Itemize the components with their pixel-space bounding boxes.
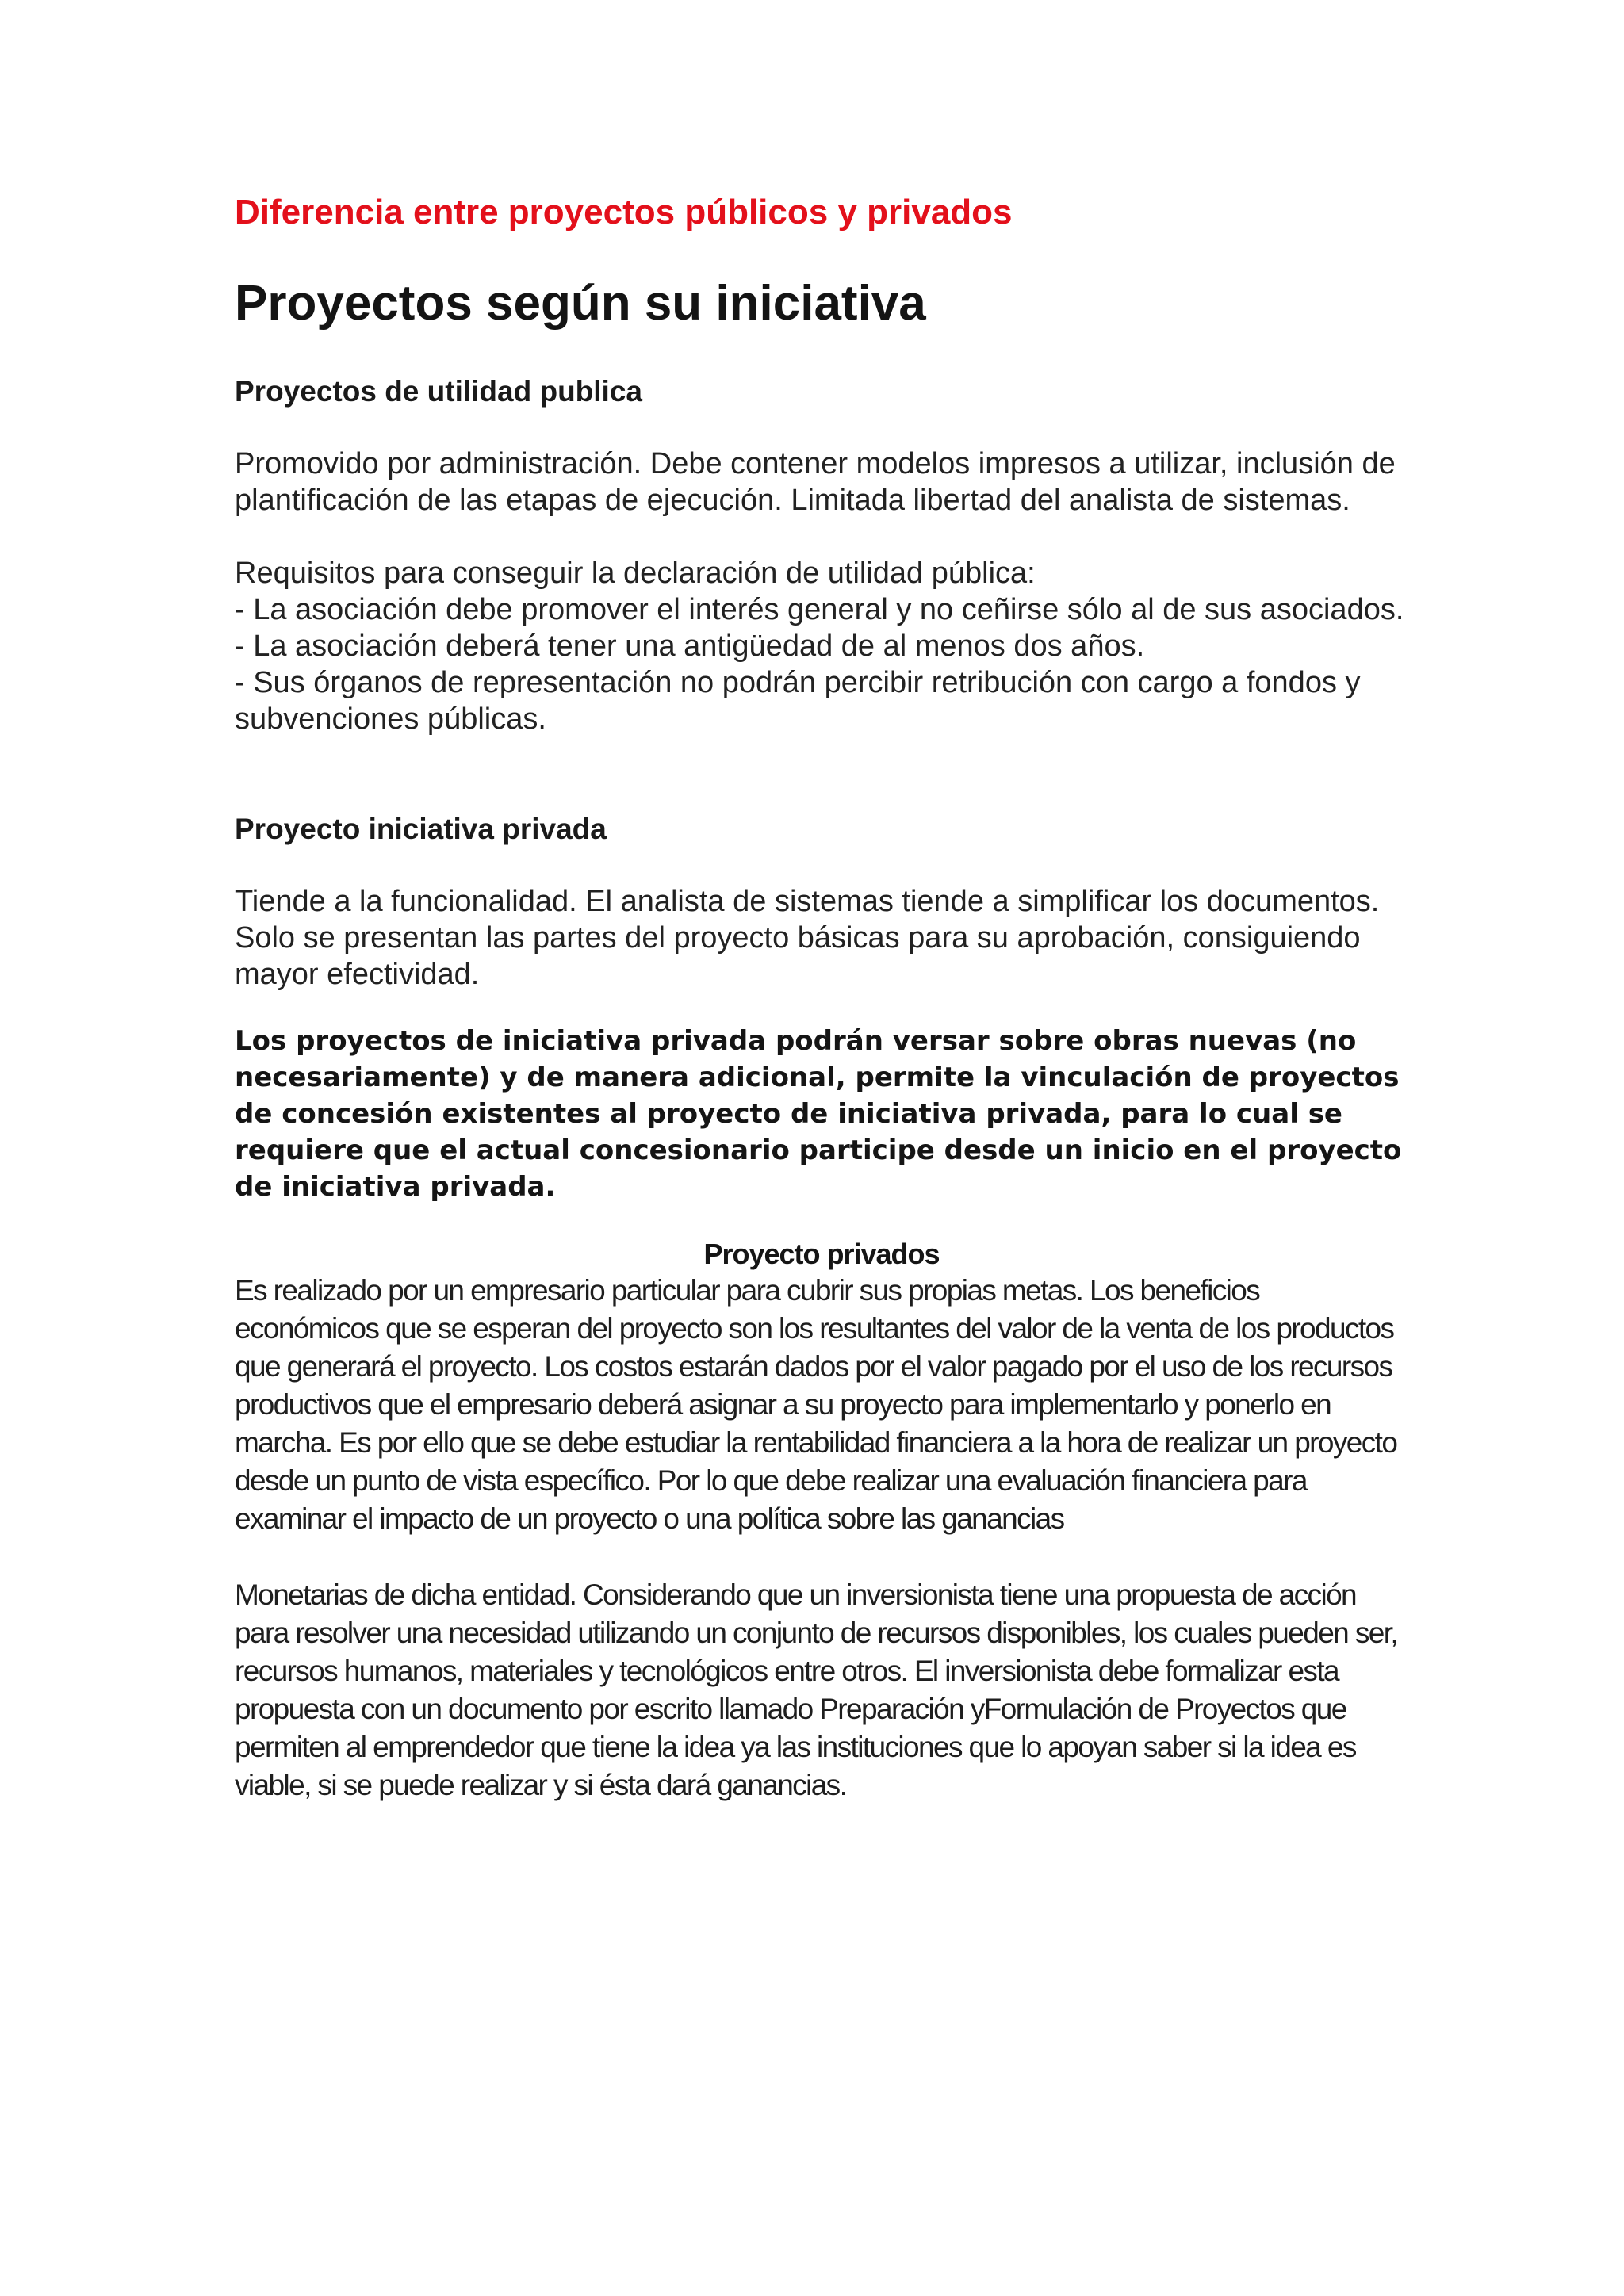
document-page — [235, 190, 1408, 1804]
paragraph-iniciativa-privada-bold: Los proyectos de iniciativa privada podrán versar sobre obras nuevas (no necesariamente) y de manera adicional, permite la vinculación de proyectos de concesión existentes al proyecto de iniciativa privada, para lo cual se requiere que el actual concesionario participe desde un inicio en el proyecto de iniciativa privada. — [235, 1025, 1402, 1203]
requirement-item: - La asociación debe promover el interés general y no ceñirse sólo al de sus asociados. — [235, 593, 1404, 626]
paragraph-utilidad-publica: Promovido por administración. Debe contener modelos impresos a utilizar, inclusión de plantificación de las etapas de ejecución. Limitada libertad del analista de sistemas. — [235, 447, 1396, 517]
paragraph-monetarias: Monetarias de dicha entidad. Considerando que un inversionista tiene una propuesta de acción para resolver una necesidad utilizando un conjunto de recursos disponibles, los cuales pueden ser, recursos humanos, materiales y tecnológicos entre otros. El inversionista debe formalizar esta propuesta con un documento por escrito llamado Preparación yFormulación de Proyectos que permiten al emprendedor que tiene la idea ya las instituciones que lo apoyan saber si la idea es viable, si se puede realizar y si ésta dará ganancias. — [235, 1578, 1398, 1801]
requirement-item: - La asociación deberá tener una antigüedad de al menos dos años. — [235, 629, 1145, 663]
requirement-item: - Sus órganos de representación no podrán percibir retribución con cargo a fondos y subvenciones públicas. — [235, 666, 1361, 736]
paragraph-iniciativa-privada: Tiende a la funcionalidad. El analista de sistemas tiende a simplificar los documentos. Solo se presentan las partes del proyecto básicas para su aprobación, consiguiendo mayor efectividad. — [235, 885, 1380, 991]
section-heading-iniciativa-privada: Proyecto iniciativa privada — [235, 813, 607, 845]
requirements-block — [235, 555, 1408, 737]
main-heading: Proyectos según su iniciativa — [235, 276, 926, 331]
section-heading-utilidad-publica: Proyectos de utilidad publica — [235, 375, 642, 408]
document-title: Diferencia entre proyectos públicos y privados — [235, 193, 1013, 232]
paragraph-proyecto-privados: Es realizado por un empresario particular para cubrir sus propias metas. Los beneficios económicos que se esperan del proyecto son los resultantes del valor de la venta de los productos que generará el proyecto. Los costos estarán dados por el valor pagado por el uso de los recursos productivos que el empresario deberá asignar a su proyecto para implementarlo y ponerlo en marcha. Es por ello que se debe estudiar la rentabilidad financiera a la hora de realizar un proyecto desde un punto de vista específico. Por lo que debe realizar una evaluación financiera para examinar el impacto de un proyecto o una política sobre las ganancias — [235, 1274, 1397, 1535]
section-heading-proyecto-privados: Proyecto privados — [703, 1238, 940, 1270]
requirements-intro: Requisitos para conseguir la declaración de utilidad pública: — [235, 557, 1036, 590]
